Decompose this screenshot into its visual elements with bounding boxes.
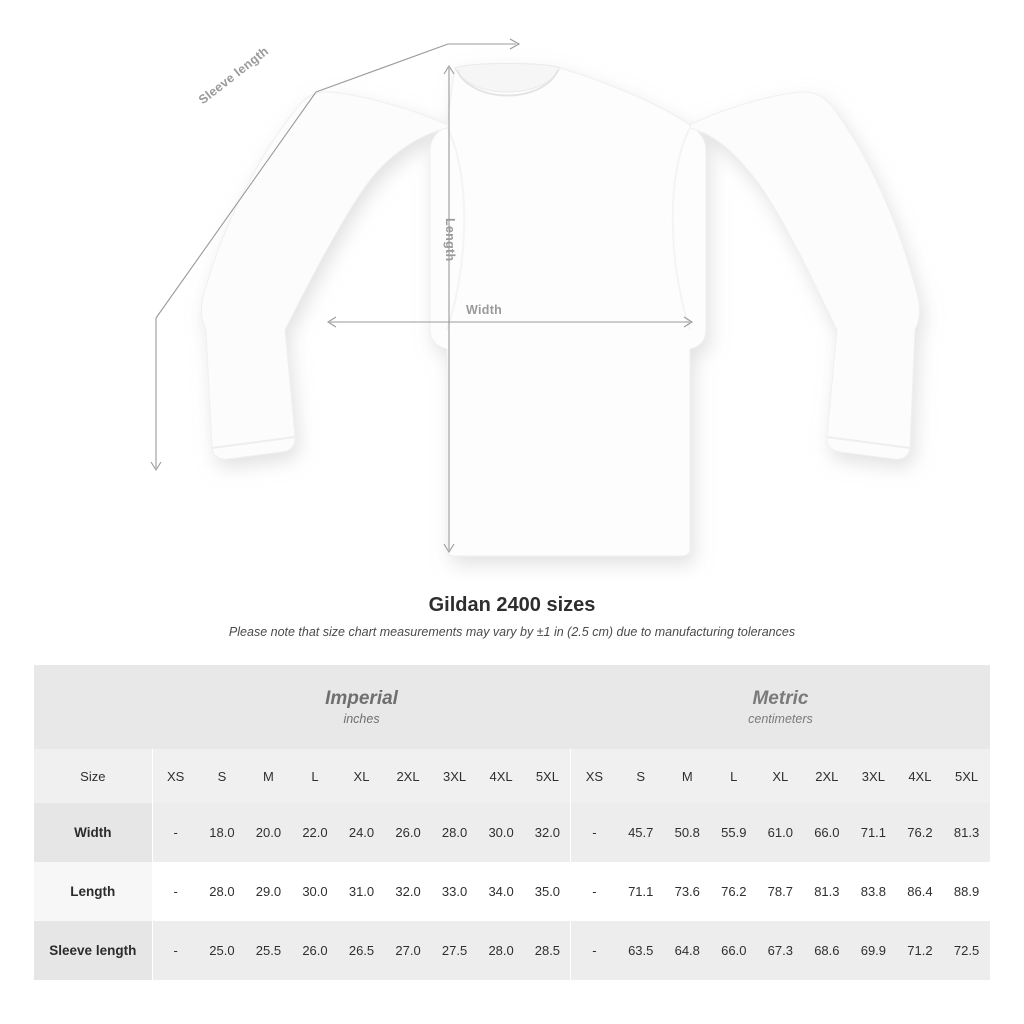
tolerance-note: Please note that size chart measurements may vary by ±1 in (2.5 cm) due to manufacturing tolerances <box>228 625 796 639</box>
cell-sleeve-metric-l: 66.0 <box>711 921 758 980</box>
imperial-title: Imperial <box>325 687 398 709</box>
table-row <box>34 803 990 862</box>
cell-width-imperial-m: 20.0 <box>245 803 292 862</box>
size-row-label: Size <box>34 749 152 803</box>
cell-width-metric-xs: - <box>571 803 618 862</box>
cell-width-imperial-2xl: 26.0 <box>385 803 432 862</box>
length-dimension-label: Length <box>443 218 457 262</box>
cell-length-imperial-l: 30.0 <box>292 862 339 921</box>
cell-width-imperial-s: 18.0 <box>199 803 246 862</box>
cell-sleeve-metric-2xl: 68.6 <box>804 921 851 980</box>
cell-length-metric-4xl: 86.4 <box>897 862 944 921</box>
size-header-imperial-5xl: 5XL <box>524 749 571 803</box>
cell-length-metric-3xl: 83.8 <box>850 862 897 921</box>
cell-sleeve-imperial-4xl: 28.0 <box>478 921 525 980</box>
cell-sleeve-imperial-l: 26.0 <box>292 921 339 980</box>
cell-width-metric-3xl: 71.1 <box>850 803 897 862</box>
cell-length-imperial-xs: - <box>152 862 199 921</box>
size-header-imperial-m: M <box>245 749 292 803</box>
cell-length-metric-s: 71.1 <box>617 862 664 921</box>
cell-width-metric-2xl: 66.0 <box>804 803 851 862</box>
cell-sleeve-metric-5xl: 72.5 <box>943 921 990 980</box>
cell-width-metric-4xl: 76.2 <box>897 803 944 862</box>
size-header-metric-m: M <box>664 749 711 803</box>
size-chart-table <box>34 665 990 980</box>
cell-width-imperial-5xl: 32.0 <box>524 803 571 862</box>
size-header-metric-4xl: 4XL <box>897 749 944 803</box>
size-header-metric-5xl: 5XL <box>943 749 990 803</box>
cell-width-imperial-3xl: 28.0 <box>431 803 478 862</box>
cell-sleeve-metric-m: 64.8 <box>664 921 711 980</box>
cell-length-imperial-2xl: 32.0 <box>385 862 432 921</box>
size-header-imperial-4xl: 4XL <box>478 749 525 803</box>
imperial-subtitle: inches <box>343 712 380 727</box>
cell-length-metric-l: 76.2 <box>711 862 758 921</box>
cell-length-metric-m: 73.6 <box>664 862 711 921</box>
cell-length-imperial-3xl: 33.0 <box>431 862 478 921</box>
cell-sleeve-imperial-2xl: 27.0 <box>385 921 432 980</box>
metric-subtitle: centimeters <box>748 712 813 727</box>
page-title: Gildan 2400 sizes <box>428 594 596 616</box>
size-header-metric-2xl: 2XL <box>804 749 851 803</box>
cell-sleeve-imperial-xl: 26.5 <box>338 921 385 980</box>
cell-length-imperial-5xl: 35.0 <box>524 862 571 921</box>
row-label-sleeve-length: Sleeve length <box>34 921 152 980</box>
cell-length-metric-xs: - <box>571 862 618 921</box>
cell-sleeve-imperial-3xl: 27.5 <box>431 921 478 980</box>
cell-length-metric-xl: 78.7 <box>757 862 804 921</box>
cell-sleeve-imperial-xs: - <box>152 921 199 980</box>
cell-length-metric-2xl: 81.3 <box>804 862 851 921</box>
unit-group-header-row <box>34 665 990 749</box>
cell-width-metric-s: 45.7 <box>617 803 664 862</box>
metric-title: Metric <box>752 687 809 709</box>
size-header-imperial-xl: XL <box>338 749 385 803</box>
cell-sleeve-metric-s: 63.5 <box>617 921 664 980</box>
cell-width-metric-xl: 61.0 <box>757 803 804 862</box>
size-header-imperial-3xl: 3XL <box>431 749 478 803</box>
cell-sleeve-imperial-5xl: 28.5 <box>524 921 571 980</box>
cell-length-imperial-xl: 31.0 <box>338 862 385 921</box>
unit-group-imperial <box>152 665 571 749</box>
row-label-width: Width <box>34 803 152 862</box>
cell-length-imperial-s: 28.0 <box>199 862 246 921</box>
cell-length-imperial-m: 29.0 <box>245 862 292 921</box>
cell-sleeve-metric-xl: 67.3 <box>757 921 804 980</box>
unit-group-metric <box>571 665 990 749</box>
cell-width-metric-l: 55.9 <box>711 803 758 862</box>
cell-width-metric-5xl: 81.3 <box>943 803 990 862</box>
chart-heading <box>0 594 1024 639</box>
cell-sleeve-imperial-m: 25.5 <box>245 921 292 980</box>
size-header-imperial-s: S <box>199 749 246 803</box>
cell-width-metric-m: 50.8 <box>664 803 711 862</box>
cell-length-metric-5xl: 88.9 <box>943 862 990 921</box>
cell-width-imperial-xs: - <box>152 803 199 862</box>
size-header-metric-xs: XS <box>571 749 618 803</box>
size-header-metric-xl: XL <box>757 749 804 803</box>
cell-sleeve-metric-xs: - <box>571 921 618 980</box>
table-row <box>34 921 990 980</box>
size-header-imperial-xs: XS <box>152 749 199 803</box>
row-label-length: Length <box>34 862 152 921</box>
sleeve-length-dimension-label: Sleeve length <box>196 43 272 108</box>
cell-width-imperial-l: 22.0 <box>292 803 339 862</box>
unit-header-spacer <box>34 665 152 749</box>
size-header-imperial-2xl: 2XL <box>385 749 432 803</box>
size-header-imperial-l: L <box>292 749 339 803</box>
cell-sleeve-imperial-s: 25.0 <box>199 921 246 980</box>
cell-sleeve-metric-4xl: 71.2 <box>897 921 944 980</box>
size-header-metric-s: S <box>617 749 664 803</box>
size-header-metric-l: L <box>711 749 758 803</box>
table-row <box>34 862 990 921</box>
cell-width-imperial-xl: 24.0 <box>338 803 385 862</box>
size-header-metric-3xl: 3XL <box>850 749 897 803</box>
cell-width-imperial-4xl: 30.0 <box>478 803 525 862</box>
size-chart-table-wrapper <box>34 665 990 980</box>
cell-sleeve-metric-3xl: 69.9 <box>850 921 897 980</box>
cell-length-imperial-4xl: 34.0 <box>478 862 525 921</box>
width-dimension-label: Width <box>466 303 503 317</box>
size-header-row <box>34 749 990 803</box>
